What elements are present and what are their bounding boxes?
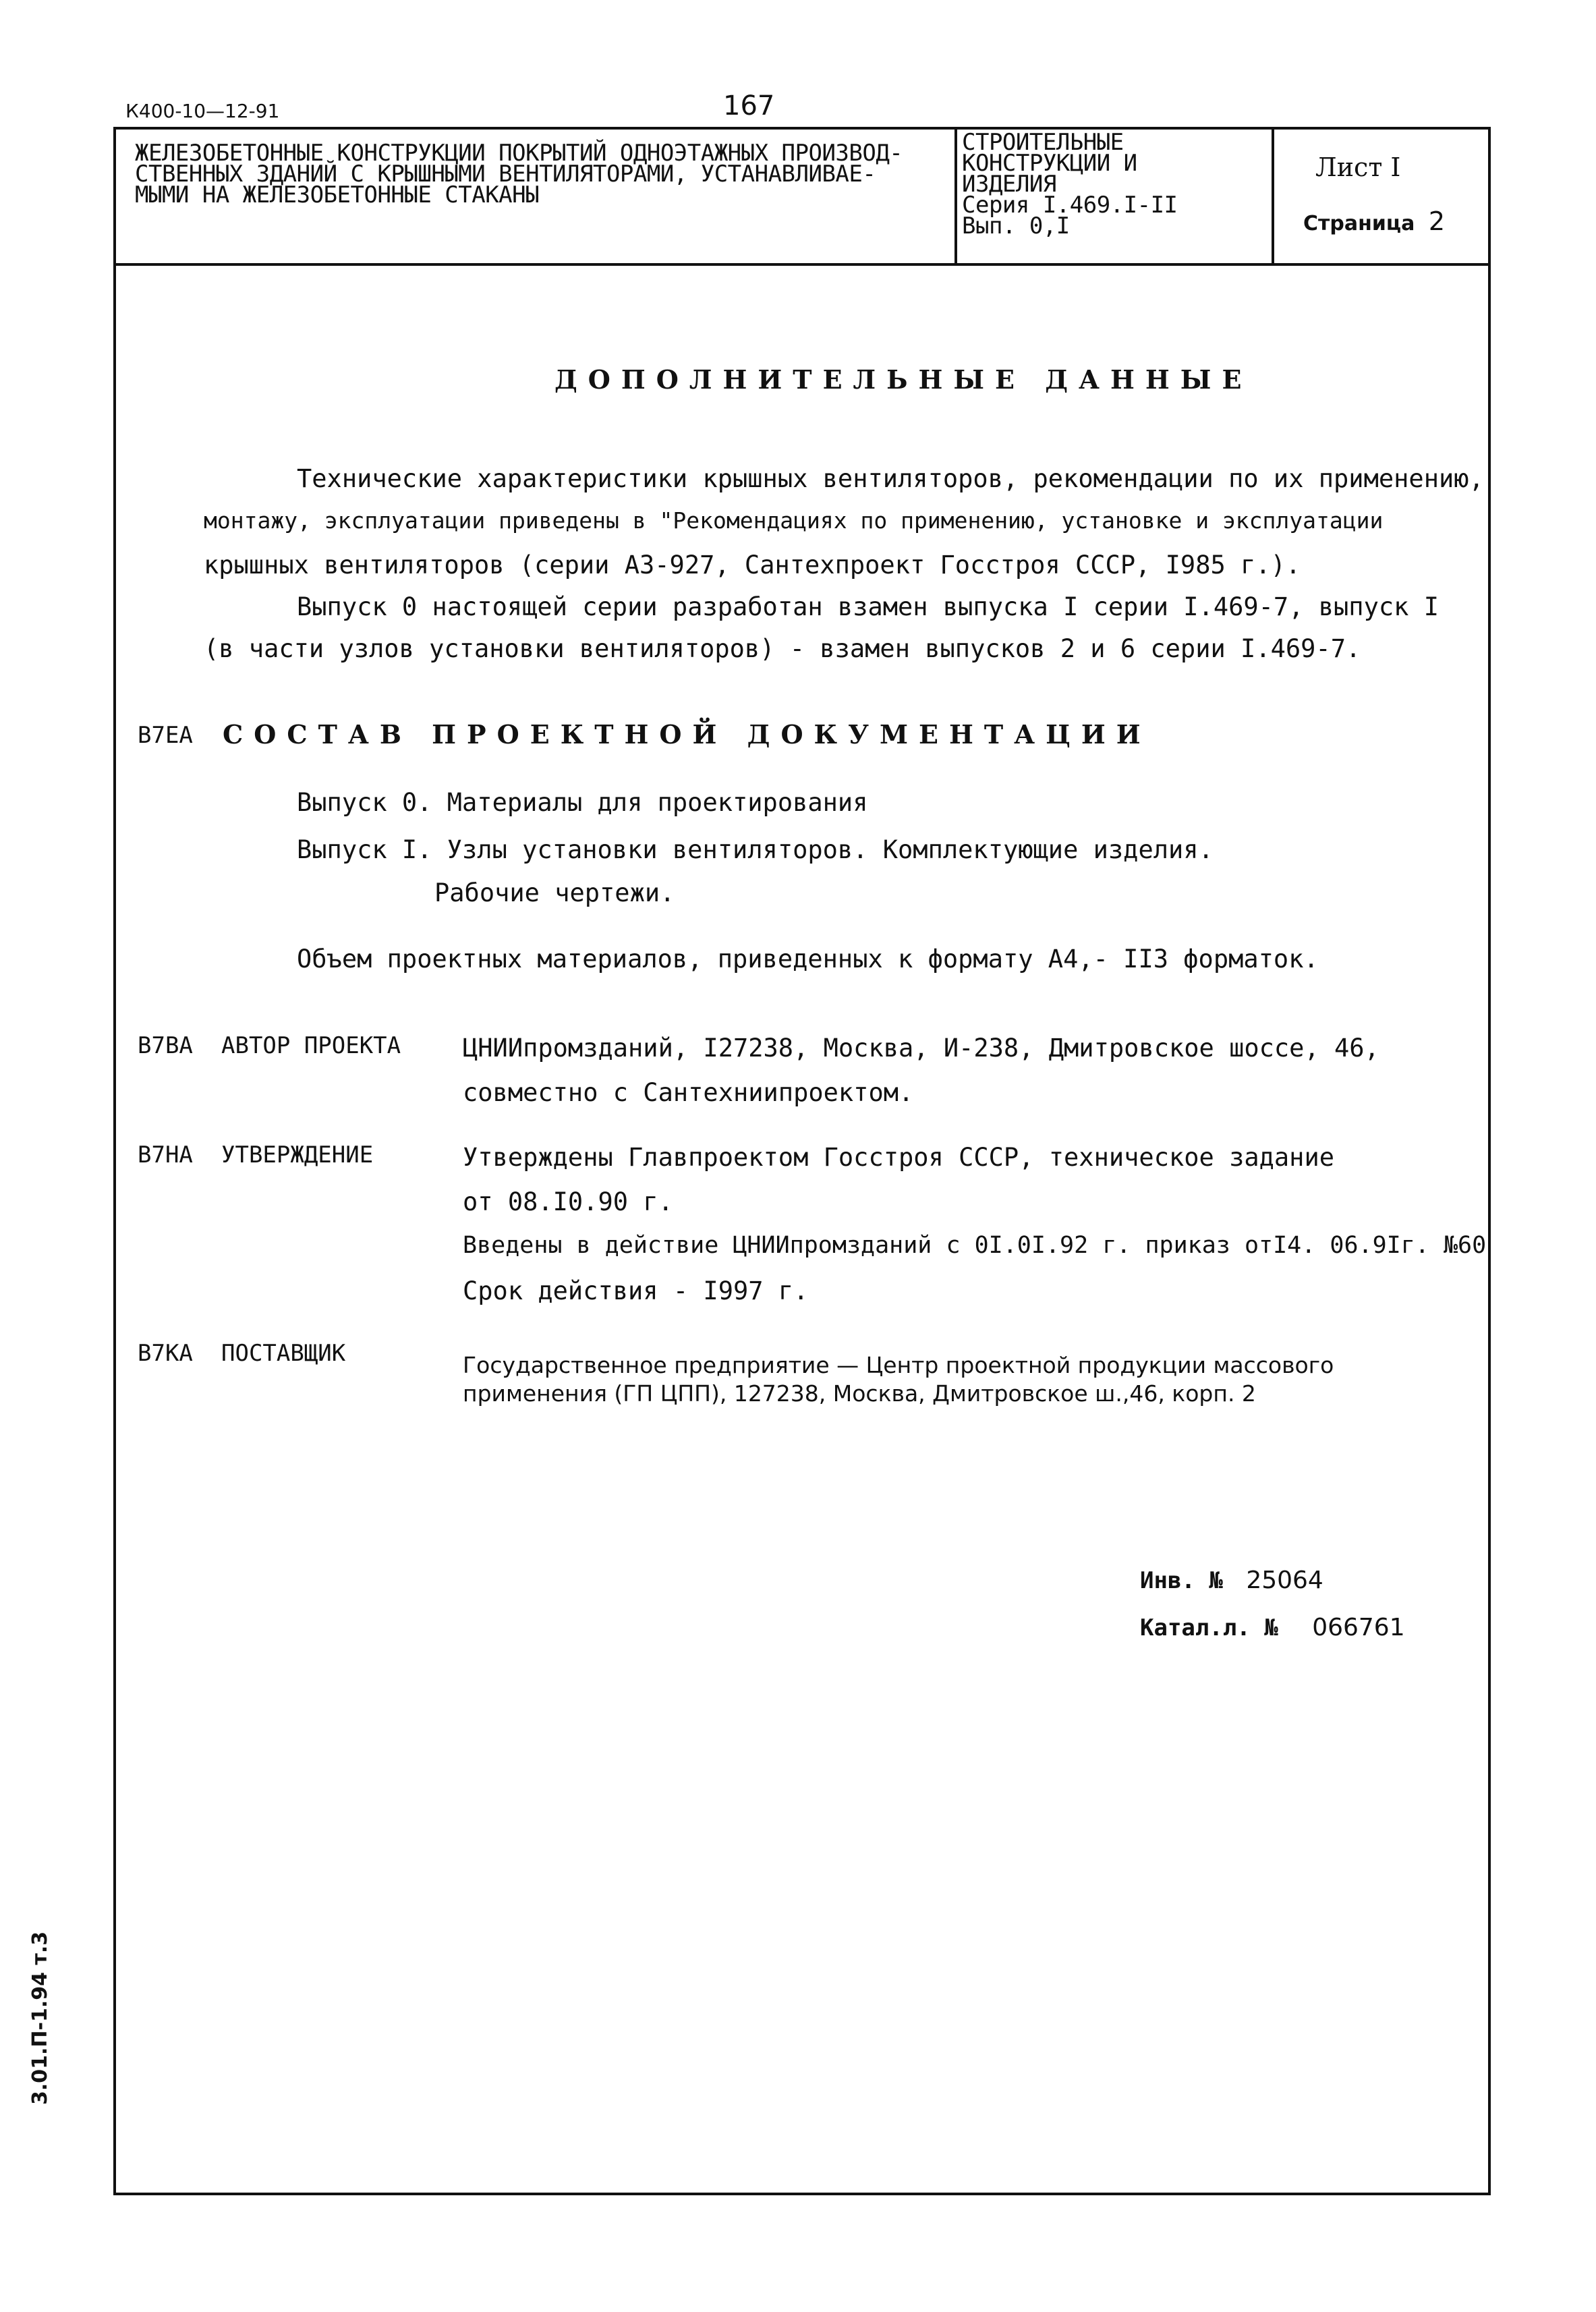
- catalog-label: Катал.л. №: [1140, 1614, 1278, 1641]
- composition-code: В7ЕА: [138, 722, 193, 749]
- approval-code: В7НА: [138, 1141, 193, 1168]
- composition-heading: СОСТАВ ПРОЕКТНОЙ ДОКУМЕНТАЦИИ: [223, 719, 1151, 750]
- catalog-number: [1140, 1614, 1405, 1641]
- title-block-divider-2: [1272, 127, 1274, 266]
- header-series-line: Серия I.469.I-II: [962, 192, 1178, 219]
- composition-line: Выпуск 0. Материалы для проектирования: [297, 788, 868, 817]
- author-line: совместно с Сантехниипроектом.: [463, 1078, 914, 1107]
- page-label-text: Страница: [1303, 212, 1415, 235]
- header-title-line: СТВЕННЫХ ЗДАНИЙ С КРЫШНЫМИ ВЕНТИЛЯТОРАМИ, УСТАНАВЛИВАЕ-: [135, 161, 876, 188]
- header-title-line: ЖЕЛЕЗОБЕТОННЫЕ КОНСТРУКЦИИ ПОКРЫТИЙ ОДНОЭТАЖНЫХ ПРОИЗВОД-: [135, 140, 903, 167]
- page-number: 167: [723, 90, 775, 121]
- catalog-value: 066761: [1312, 1614, 1405, 1641]
- additional-line: монтажу, эксплуатации приведены в "Рекомендациях по применению, установке и эксплуатации: [204, 507, 1384, 534]
- header-title: [135, 140, 903, 208]
- header-series-line: ИЗДЕЛИЯ: [962, 171, 1056, 198]
- inventory-value: 25064: [1246, 1567, 1323, 1594]
- supplier-label: ПОСТАВЩИК: [221, 1340, 346, 1367]
- composition-line: Выпуск I. Узлы установки вентиляторов. Комплектующие изделия.: [297, 835, 1214, 864]
- supplier-line: применения (ГП ЦПП), 127238, Москва, Дмитровское ш.,46, корп. 2: [463, 1380, 1256, 1407]
- author-line: ЦНИИпромзданий, I27238, Москва, И-238, Дмитровское шоссе, 46,: [463, 1034, 1379, 1063]
- additional-line: Выпуск 0 настоящей серии разработан взамен выпуска I серии I.469-7, выпуск I: [297, 592, 1439, 621]
- title-block-divider-1: [954, 127, 957, 266]
- additional-line: крышных вентиляторов (серии А3-927, Сантехпроект Госстроя СССР, I985 г.).: [204, 551, 1301, 580]
- header-series-line: СТРОИТЕЛЬНЫЕ: [962, 129, 1124, 156]
- author-label: АВТОР ПРОЕКТА: [221, 1032, 401, 1059]
- supplier-line: Государственное предприятие — Центр проектной продукции массового: [463, 1352, 1334, 1378]
- inventory-number: [1140, 1567, 1323, 1594]
- approval-line: Введены в действие ЦНИИпромзданий с 0I.0I.92 г. приказ отI4. 06.9Iг. №60: [463, 1232, 1487, 1259]
- composition-line: Рабочие чертежи.: [434, 878, 675, 907]
- supplier-code: В7КА: [138, 1340, 193, 1367]
- additional-line: (в части узлов установки вентиляторов) - взамен выпусков 2 и 6 серии I.469-7.: [204, 634, 1361, 663]
- header-series-line: Вып. 0,I: [962, 213, 1070, 239]
- additional-line: Технические характеристики крышных вентиляторов, рекомендации по их применению,: [297, 464, 1484, 493]
- document-code: К400-10—12-91: [125, 100, 280, 122]
- approval-label: УТВЕРЖДЕНИЕ: [221, 1141, 374, 1168]
- page-label-value: 2: [1428, 206, 1445, 236]
- title-block-bottom-border: [113, 263, 1491, 266]
- approval-line: Утверждены Главпроектом Госстроя СССР, техническое задание: [463, 1143, 1335, 1172]
- additional-data-heading: ДОПОЛНИТЕЛЬНЫЕ ДАННЫЕ: [554, 364, 1253, 395]
- page-label: [1303, 206, 1445, 236]
- approval-line: Срок действия - I997 г.: [463, 1276, 809, 1305]
- author-code: В7ВА: [138, 1032, 193, 1059]
- inventory-label: Инв. №: [1140, 1567, 1223, 1594]
- sheet-label: Лист I: [1315, 152, 1401, 182]
- header-series-line: КОНСТРУКЦИИ И: [962, 150, 1137, 177]
- header-title-line: МЫМИ НА ЖЕЛЕЗОБЕТОННЫЕ СТАКАНЫ: [135, 181, 540, 208]
- side-stamp: 3.01.П-1.94 т.3: [28, 1931, 52, 2105]
- header-series: [962, 129, 1178, 239]
- approval-line: от 08.I0.90 г.: [463, 1187, 673, 1216]
- composition-volume: Объем проектных материалов, приведенных к формату А4,- II3 форматок.: [297, 944, 1319, 974]
